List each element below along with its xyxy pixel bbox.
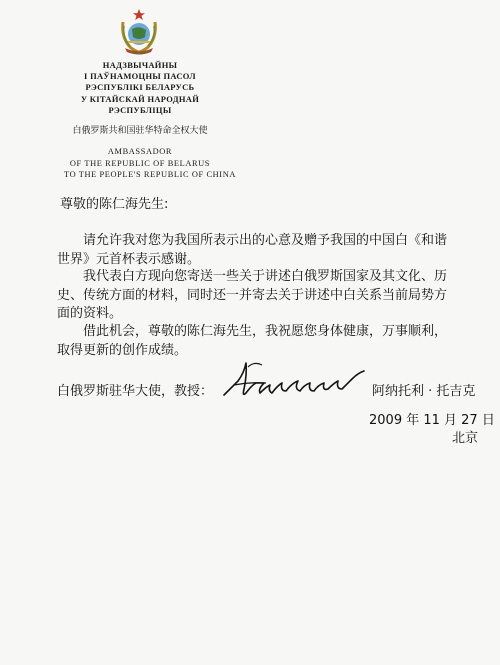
english-title-block: [40, 146, 240, 181]
belarusian-title-block: [40, 60, 240, 116]
belarusian-title-line: У КІТАЙСКАЙ НАРОДНАЙ: [80, 93, 200, 104]
english-title-line: AMBASSADOR: [107, 147, 173, 156]
chinese-title: 白俄罗斯共和国驻华特命全权大使: [72, 126, 208, 136]
english-title-line: OF THE REPUBLIC OF BELARUS: [69, 158, 211, 168]
letter-paragraph: 请允许我对您为我国所表示出的心意及赠予我国的中国白《和谐世界》元首杯表示感谢。: [57, 233, 448, 267]
english-title-line: TO THE PEOPLE'S REPUBLIC OF CHINA: [64, 170, 236, 179]
letter-paragraph: 借此机会，尊敬的陈仁海先生，我祝愿您身体健康，万事顺利，取得更新的创作成绩。: [57, 324, 448, 358]
belarus-emblem-icon: [115, 8, 163, 56]
letter-place: 北京: [452, 431, 479, 446]
handwritten-signature: [220, 355, 368, 410]
letter-date: 2009 年 11 月 27 日: [369, 413, 495, 428]
signature-name: 阿纳托利 · 托吉克: [372, 384, 476, 399]
belarusian-title-line: РЭСПУБЛІКІ БЕЛАРУСЬ: [85, 82, 195, 93]
signature-label: 白俄罗斯驻华大使，教授：: [57, 384, 214, 399]
belarusian-title-line: РЭСПУБЛІЦЫ: [108, 104, 172, 115]
letter-greeting: 尊敬的陈仁海先生:: [60, 197, 169, 212]
letter-paragraph: 我代表白方现向您寄送一些关于讲述白俄罗斯国家及其文化、历史、传统方面的材料，同时还一并寄去关于讲述中白关系当前局势方面的资料。: [57, 269, 448, 321]
belarusian-title-line: НАДЗВЫЧАЙНЫ: [102, 60, 178, 70]
belarusian-title-line: І ПАЎНАМОЦНЫ ПАСОЛ: [84, 71, 196, 82]
